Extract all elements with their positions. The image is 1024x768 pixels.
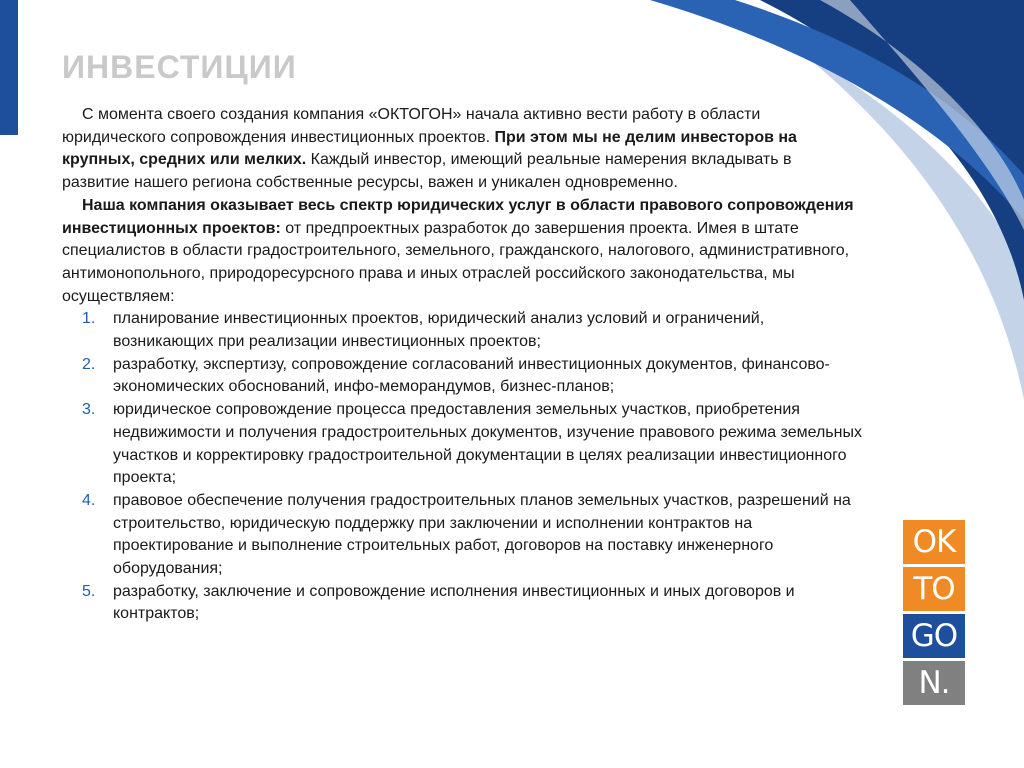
services-paragraph xyxy=(62,195,862,309)
list-item-text: разработку, экспертизу, сопровождение согласований инвестиционных документов, финансово-экономических обоснований, инфо-меморандумов, бизнес-планов; xyxy=(113,355,830,396)
list-item-number: 3. xyxy=(82,401,96,419)
list-item-number: 1. xyxy=(82,310,96,328)
intro-text-1: С момента своего создания компания «ОКТОГОН» начала активно вести работу в области юридического сопровождения инвестиционных проектов. xyxy=(62,106,761,146)
list-item-number: 2. xyxy=(82,355,96,373)
list-item xyxy=(62,354,862,399)
oktogon-logo xyxy=(903,520,965,708)
intro-paragraph xyxy=(62,104,862,195)
list-item xyxy=(62,308,862,353)
logo-tile-go: GO xyxy=(903,614,965,658)
list-item-number: 4. xyxy=(82,491,96,509)
list-item-number: 5. xyxy=(82,582,96,600)
services-list xyxy=(62,308,862,626)
services-text: от предпроектных разработок до завершения проекта. Имея в штате специалистов в области градостроительного, земельного, гражданского, налогового, административного, антимонопольного, природоресурсного права и иных отраслей российского законодательства, мы осуществляем: xyxy=(62,219,850,305)
content-body xyxy=(62,104,862,626)
logo-tile-ok: OK xyxy=(903,520,965,564)
list-item-text: юридическое сопровождение процесса предоставления земельных участков, приобретения недвижимости и получения градостроительных документов, изучение правового режима земельных участков и корректировку градостроительной документации в целях реализации инвестиционного проекта; xyxy=(113,401,862,487)
slide-title: ИНВЕСТИЦИИ xyxy=(62,49,297,85)
list-item-text: разработку, заключение и сопровождение исполнения инвестиционных и иных договоров и контрактов; xyxy=(113,582,795,623)
list-item xyxy=(62,490,862,581)
list-item xyxy=(62,399,862,490)
list-item-text: правовое обеспечение получения градостроительных планов земельных участков, разрешений на строительство, юридическую поддержку при заключении и исполнении контрактов на проектирование и выполнение строительных работ, договоров на поставку инженерного оборудования; xyxy=(113,491,851,578)
services-bold-text: Наша компания оказывает весь спектр юридических услуг в области правового сопровождения инвестиционных проектов: xyxy=(62,196,854,237)
logo-tile-n: N. xyxy=(903,661,965,705)
intro-bold-text: При этом мы не делим инвесторов на крупных, средних или мелких. xyxy=(62,128,797,169)
left-edge-bar xyxy=(0,0,18,135)
logo-tile-to: TO xyxy=(903,567,965,611)
intro-text-2: Каждый инвестор, имеющий реальные намерения вкладывать в развитие нашего региона собственные ресурсы, важен и уникален одновременно. xyxy=(62,151,792,192)
list-item xyxy=(62,581,862,626)
list-item-text: планирование инвестиционных проектов, юридический анализ условий и ограничений, возникающих при реализации инвестиционных проектов; xyxy=(113,310,765,351)
